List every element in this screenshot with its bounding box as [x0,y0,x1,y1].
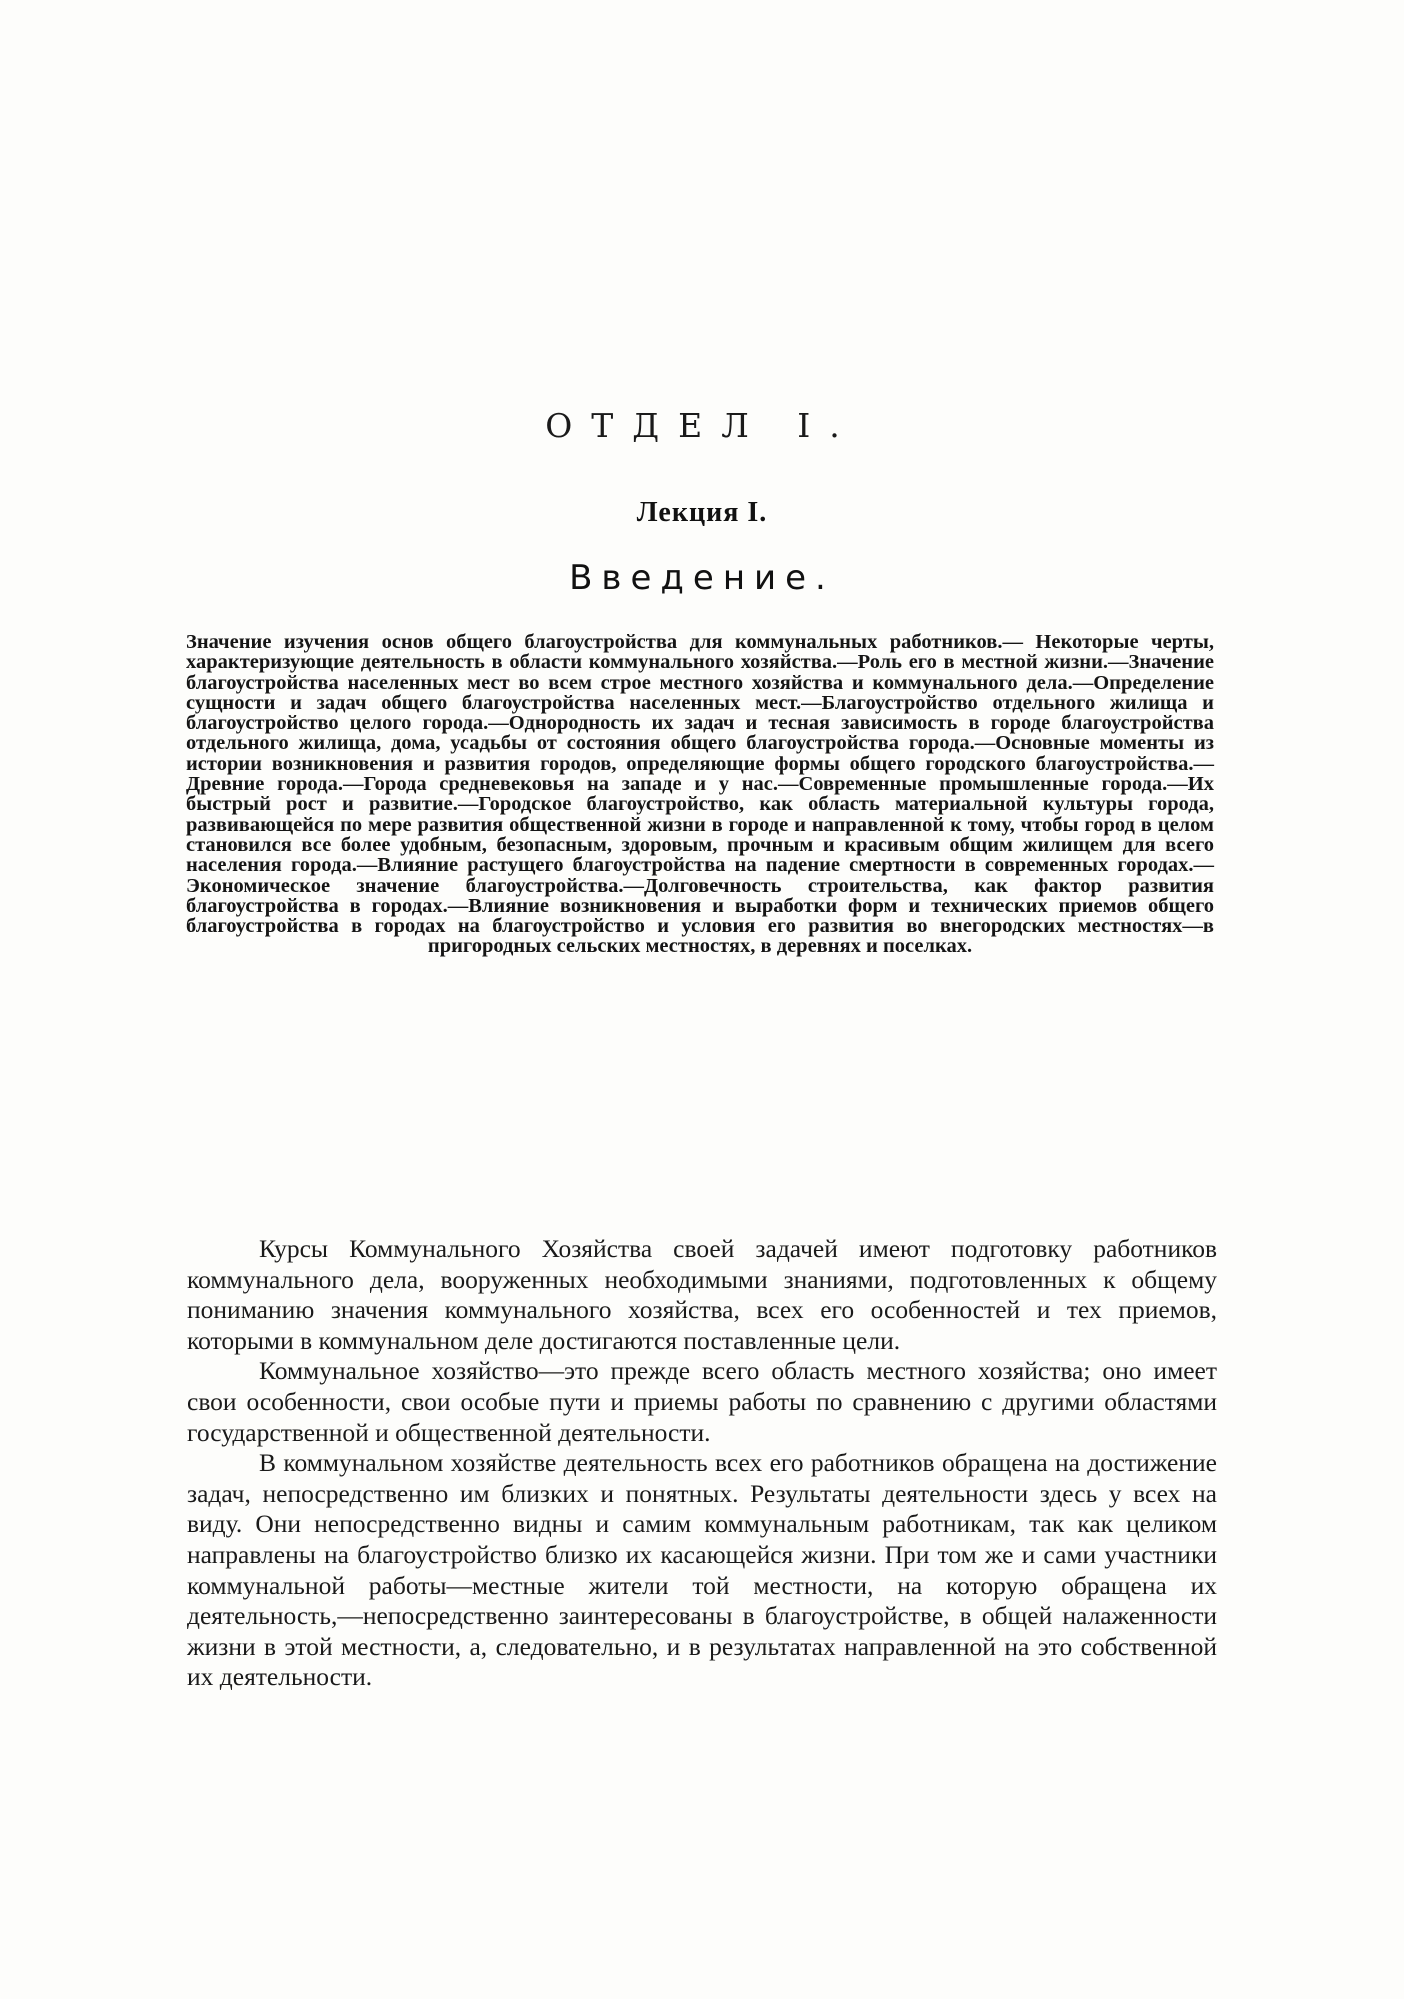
chapter-title: Введение. [569,558,835,598]
chapter-summary: Значение изучения основ общего благоустройства для коммунальных работников.— Некоторые черты, характеризующие деятельность в области коммунального хозяйства.—Роль его в местной жизни.—Значение благоустройства населенных мест во всем строе местного хозяйства и коммунального дела.—Определение сущности и задач общего благоустройства населенных мест.—Благоустройство отдельного жилища и благоустройство целого города.—Однородность их задач и тесная зависимость в городе благоустройства отдельного жилища, дома, усадьбы от состояния общего благоустройства города.—Основные моменты из истории возникновения и развития городов, определяющие формы общего городского благоустройства.— Древние города.—Города средневековья на западе и у нас.—Современные промышленные города.—Их быстрый рост и развитие.—Городское благоустройство, как область материальной культуры города, развивающейся по мере развития общественной жизни в городе и направленной к тому, чтобы город в целом становился все более удобным, безопасным, здоровым, прочным и красивым общим жилищем для всего населения города.—Влияние растущего благоустройства на падение смертности в современных городах.—Экономическое значение благоустройства.—Долговечность строительства, как фактор развития благоустройства в городах.—Влияние возникновения и выработки форм и технических приемов общего благоустройства в городах на благоустройство и условия его развития во внегородских местностях—в пригородных сельских местностях, в деревнях и поселках. [186,631,1214,958]
body-text [187,1234,1217,1693]
body-paragraph-3: В коммунальном хозяйстве деятельность всех его работников обращена на достижение задач, непосредственно им близких и понятных. Результаты деятельности здесь у всех на виду. Они непосредственно видны и самим коммунальным работникам, так как целиком направлены на благоустройство близко их касающейся жизни. При том же и сами участники коммунальной работы—местные жители той местности, на которую обращена их деятельность,—непосредственно заинтересованы в благоустройстве, в общей налаженности жизни в этой местности, а, следовательно, и в результатах направленной на это собственной их деятельности. [187,1448,1217,1692]
section-title: ОТДЕЛ I. [545,406,859,445]
body-paragraph-1: Курсы Коммунального Хозяйства своей задачей имеют подготовку работников коммунального дела, вооруженных необходимыми знаниями, подготовленных к общему пониманию значения коммунального хозяйства, всех его особенностей и тех приемов, которыми в коммунальном деле достигаются поставленные цели. [187,1234,1217,1355]
lecture-title: Лекция I. [636,497,768,528]
body-paragraph-2: Коммунальное хозяйство—это прежде всего область местного хозяйства; оно имеет свои особенности, свои особые пути и приемы работы по сравнению с другими областями государственной и общественной деятельности. [187,1356,1217,1447]
